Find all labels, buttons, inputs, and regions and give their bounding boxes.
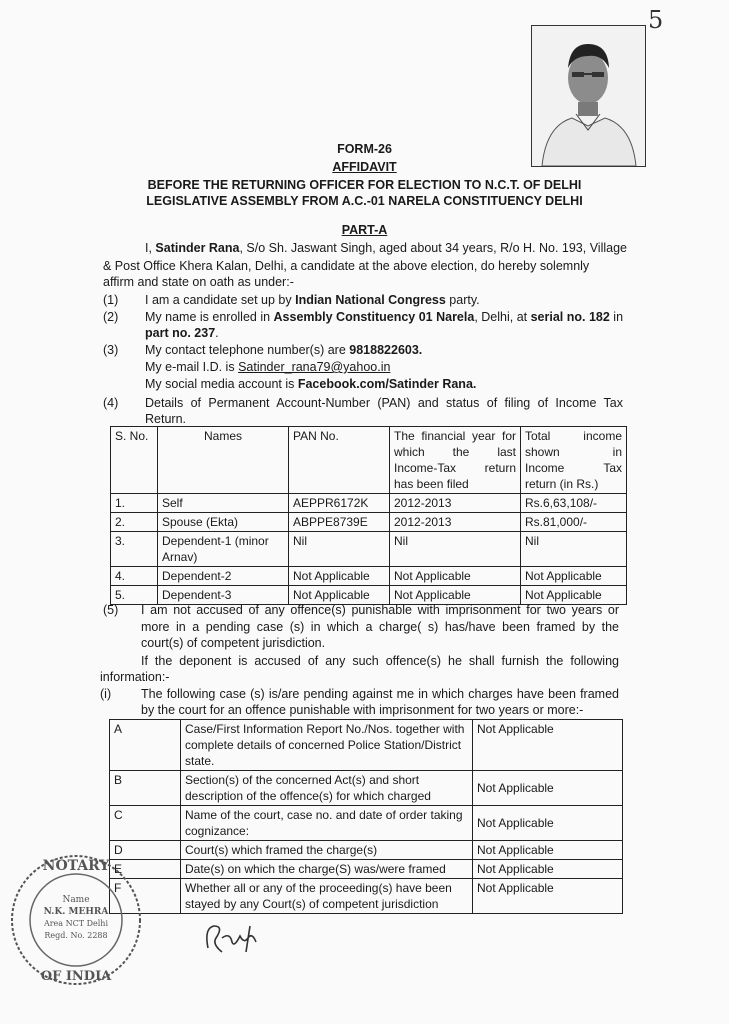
stamp-area: Area NCT Delhi: [43, 919, 109, 928]
pan-cell-income: Rs.6,63,108/-: [521, 494, 627, 513]
case-cell-letter: D: [110, 841, 181, 860]
pan-cell-pan: ABPPE8739E: [289, 513, 390, 532]
pan-cell-year: Nil: [390, 532, 521, 567]
pan-cell-name: Spouse (Ekta): [158, 513, 289, 532]
item-5-line-5: information:-: [100, 670, 170, 684]
pan-header-pan: PAN No.: [289, 427, 390, 494]
pan-table-header-row: [111, 427, 627, 494]
case-cell-letter: A: [110, 720, 181, 771]
item-3-social: My social media account is Facebook.com/Satinder Rana.: [145, 377, 477, 391]
email-link[interactable]: Satinder_rana79@yahoo.in: [238, 360, 391, 374]
item-5-line-2: more in a pending case (s) in which a charge( s) has/have been framed by the: [141, 620, 619, 634]
case-cell-desc: Section(s) of the concerned Act(s) and short description of the offence(s) for which charged: [181, 771, 473, 806]
header-line-1: BEFORE THE RETURNING OFFICER FOR ELECTION TO N.C.T. OF DELHI: [147, 178, 582, 192]
item-3-number: (3): [103, 343, 119, 357]
item-1-number: (1): [103, 293, 119, 307]
pan-cell-pan: Not Applicable: [289, 567, 390, 586]
intro-line-2: & Post Office Khera Kalan, Delhi, a candidate at the above election, do hereby solemnly: [103, 259, 590, 273]
item-3-email: My e-mail I.D. is Satinder_rana79@yahoo.in: [145, 360, 391, 374]
pan-cell-sno: 3.: [111, 532, 158, 567]
case-cell-desc: Date(s) on which the charge(S) was/were framed: [181, 860, 473, 879]
pan-cell-pan: Nil: [289, 532, 390, 567]
pan-cell-name: Dependent-3: [158, 586, 289, 605]
item-2-part: part no. 237.: [145, 326, 219, 340]
table-row: [111, 567, 627, 586]
stamp-name: N.K. MEHRA: [43, 907, 109, 917]
pan-cell-name: Dependent-1 (minor Arnav): [158, 532, 289, 567]
pan-table: [110, 426, 627, 605]
pan-cell-sno: 4.: [111, 567, 158, 586]
case-cell-desc: Case/First Information Report No./Nos. together with complete details of concerned Police Station/District state.: [181, 720, 473, 771]
item-5-sub-line-1: The following case (s) is/are pending against me in which charges have been framed: [141, 687, 619, 701]
pan-header-year: The financial year for which the last Income-Tax return has been filed: [390, 427, 521, 494]
pan-header-names: Names: [158, 427, 289, 494]
pan-cell-sno: 5.: [111, 586, 158, 605]
header-line-2: LEGISLATIVE ASSEMBLY FROM A.C.-01 NARELA CONSTITUENCY DELHI: [146, 194, 583, 208]
signature: [200, 918, 270, 958]
intro-line-1: I, Satinder Rana, S/o Sh. Jaswant Singh, aged about 34 years, R/o H. No. 193, Village: [145, 241, 627, 255]
case-cell-letter: E: [110, 860, 181, 879]
pan-cell-year: 2012-2013: [390, 494, 521, 513]
item-5-sub-number: (i): [100, 687, 112, 701]
table-row: [111, 513, 627, 532]
stamp-bottom-text: OF INDIA: [40, 969, 112, 984]
stamp-reg: Regd. No. 2288: [44, 931, 108, 940]
table-row: [111, 586, 627, 605]
table-row: [110, 860, 623, 879]
stamp-name-label: Name: [62, 895, 90, 905]
item-2-number: (2): [103, 310, 119, 324]
item-4-line-2: Return.: [145, 412, 186, 426]
table-row: [111, 532, 627, 567]
pan-cell-year: Not Applicable: [390, 567, 521, 586]
pan-cell-pan: Not Applicable: [289, 586, 390, 605]
pan-cell-income: Not Applicable: [521, 586, 627, 605]
case-cell-letter: F: [110, 879, 181, 914]
pan-cell-pan: AEPPR6172K: [289, 494, 390, 513]
stamp-top-text: NOTARY: [42, 858, 110, 874]
table-row: [110, 841, 623, 860]
part-heading: PART-A: [341, 223, 388, 237]
pan-cell-year: 2012-2013: [390, 513, 521, 532]
pan-header-income: Total income shown in Income Tax return (in Rs.): [521, 427, 627, 494]
pan-cell-year: Not Applicable: [390, 586, 521, 605]
pan-cell-income: Nil: [521, 532, 627, 567]
case-cell-desc: Name of the court, case no. and date of order taking cognizance:: [181, 806, 473, 841]
item-3-phone: My contact telephone number(s) are 9818822603.: [145, 343, 423, 357]
table-row: [110, 771, 623, 806]
notary-stamp: [6, 850, 146, 990]
case-cell-value: Not Applicable: [473, 771, 623, 806]
item-4-line-1: Details of Permanent Account-Number (PAN) and status of filing of Income Tax: [145, 396, 623, 410]
pan-cell-name: Dependent-2: [158, 567, 289, 586]
case-table: [109, 719, 623, 914]
item-5-line-3: court(s) of competent jurisdiction.: [141, 636, 326, 650]
pan-cell-name: Self: [158, 494, 289, 513]
case-cell-desc: Whether all or any of the proceeding(s) have been stayed by any Court(s) of competent jurisdiction: [181, 879, 473, 914]
case-cell-letter: C: [110, 806, 181, 841]
pan-header-sno: S. No.: [111, 427, 158, 494]
pan-cell-income: Not Applicable: [521, 567, 627, 586]
pan-cell-sno: 1.: [111, 494, 158, 513]
item-5-line-4: If the deponent is accused of any such offence(s) he shall furnish the following: [141, 654, 619, 668]
item-5-line-1: I am not accused of any offence(s) punishable with imprisonment for two years or: [141, 603, 619, 617]
case-cell-value: Not Applicable: [473, 720, 623, 771]
item-4-number: (4): [103, 396, 119, 410]
item-5-number: (5): [103, 603, 119, 617]
intro-line-3: affirm and state on oath as under:-: [103, 275, 294, 289]
table-row: [110, 806, 623, 841]
page-number: 5: [648, 6, 664, 34]
table-row: [110, 720, 623, 771]
table-row: [111, 494, 627, 513]
case-cell-desc: Court(s) which framed the charge(s): [181, 841, 473, 860]
case-cell-letter: B: [110, 771, 181, 806]
pan-cell-income: Rs.81,000/-: [521, 513, 627, 532]
pan-cell-sno: 2.: [111, 513, 158, 532]
form-number: FORM-26: [337, 142, 392, 156]
case-cell-value: Not Applicable: [473, 879, 623, 914]
case-cell-value: Not Applicable: [473, 806, 623, 841]
case-cell-value: Not Applicable: [473, 860, 623, 879]
case-cell-value: Not Applicable: [473, 841, 623, 860]
table-row: [110, 879, 623, 914]
item-1-text: I am a candidate set up by Indian National Congress party.: [145, 293, 480, 307]
item-5-sub-line-2: by the court for an offence punishable with imprisonment for two years or more:-: [141, 703, 584, 717]
document-title: AFFIDAVIT: [332, 160, 397, 174]
item-2-text: My name is enrolled in Assembly Constituency 01 Narela, Delhi, at serial no. 182 in: [145, 310, 624, 324]
